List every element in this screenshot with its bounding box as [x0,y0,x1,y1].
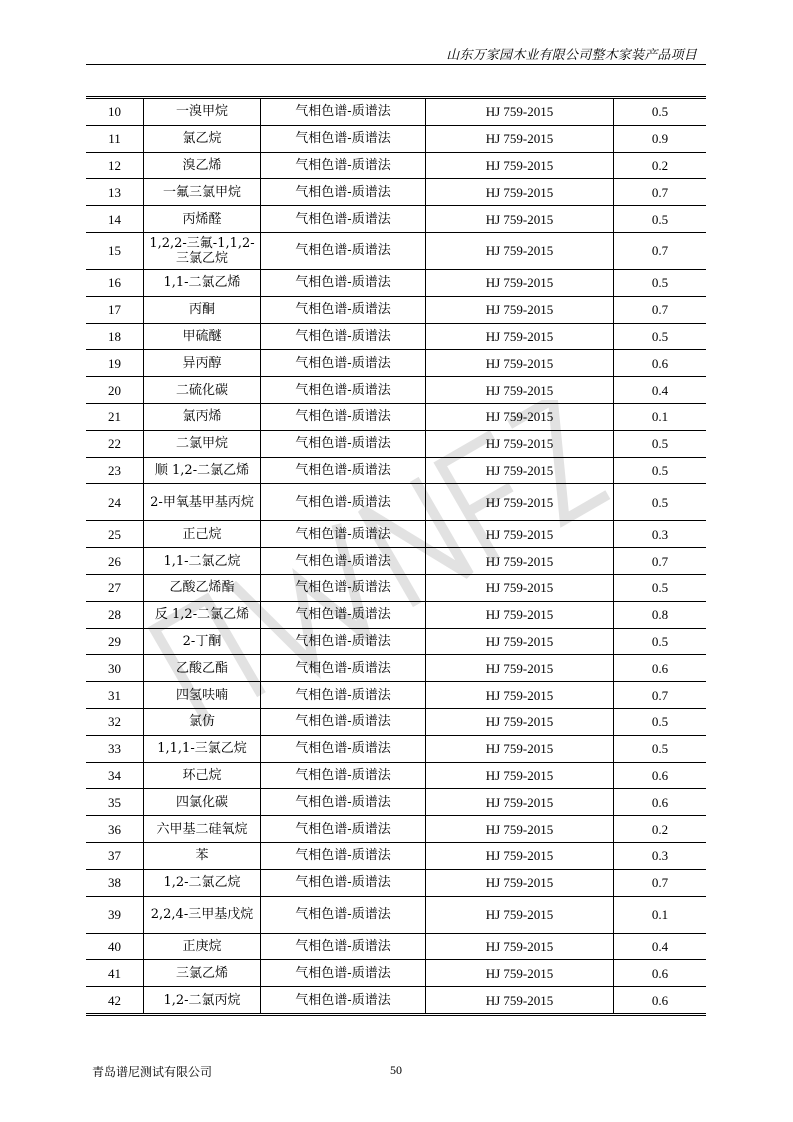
cell-compound-name: 反 1,2-二氯乙烯 [144,601,261,628]
cell-number: 18 [86,323,144,350]
cell-detection-limit: 0.8 [614,601,707,628]
cell-number: 10 [86,99,144,125]
cell-analysis-method: 气相色谱-质谱法 [261,179,426,206]
cell-number: 34 [86,762,144,789]
cell-compound-name: 正庚烷 [144,933,261,960]
cell-number: 19 [86,350,144,377]
cell-analysis-method: 气相色谱-质谱法 [261,655,426,682]
cell-detection-limit: 0.4 [614,933,707,960]
cell-standard: HJ 759-2015 [426,869,614,896]
cell-analysis-method: 气相色谱-质谱法 [261,125,426,152]
table-row [86,269,706,296]
table-row [86,933,706,960]
cell-analysis-method: 气相色谱-质谱法 [261,735,426,762]
table-row [86,377,706,404]
cell-number: 40 [86,933,144,960]
cell-detection-limit: 0.3 [614,842,707,869]
test-method-table [86,96,706,1016]
cell-standard: HJ 759-2015 [426,548,614,575]
cell-detection-limit: 0.5 [614,430,707,457]
cell-number: 16 [86,269,144,296]
table-row [86,323,706,350]
page-number: 50 [390,1063,402,1077]
cell-detection-limit: 0.4 [614,377,707,404]
cell-analysis-method: 气相色谱-质谱法 [261,682,426,709]
table-row [86,206,706,233]
cell-number: 28 [86,601,144,628]
cell-compound-name: 环己烷 [144,762,261,789]
cell-standard: HJ 759-2015 [426,152,614,179]
cell-standard: HJ 759-2015 [426,789,614,816]
cell-compound-name: 苯 [144,842,261,869]
cell-standard: HJ 759-2015 [426,484,614,521]
cell-standard: HJ 759-2015 [426,232,614,269]
cell-standard: HJ 759-2015 [426,430,614,457]
cell-detection-limit: 0.6 [614,960,707,987]
cell-standard: HJ 759-2015 [426,179,614,206]
table-row [86,99,706,125]
cell-number: 14 [86,206,144,233]
cell-compound-name: 1,2-二氯丙烷 [144,987,261,1013]
cell-detection-limit: 0.7 [614,232,707,269]
table-row [86,682,706,709]
cell-detection-limit: 0.1 [614,403,707,430]
cell-number: 33 [86,735,144,762]
cell-detection-limit: 0.5 [614,206,707,233]
cell-compound-name: 丙酮 [144,296,261,323]
cell-compound-name: 一溴甲烷 [144,99,261,125]
cell-number: 23 [86,457,144,484]
table-row [86,762,706,789]
cell-compound-name: 六甲基二硅氧烷 [144,816,261,843]
cell-compound-name: 1,1-二氯乙烯 [144,269,261,296]
cell-compound-name: 甲硫醚 [144,323,261,350]
table-row [86,789,706,816]
cell-detection-limit: 0.5 [614,735,707,762]
cell-standard: HJ 759-2015 [426,323,614,350]
table-row [86,987,706,1013]
cell-detection-limit: 0.5 [614,269,707,296]
table-row [86,628,706,655]
cell-standard: HJ 759-2015 [426,574,614,601]
cell-detection-limit: 0.5 [614,457,707,484]
cell-standard: HJ 759-2015 [426,296,614,323]
cell-detection-limit: 0.2 [614,152,707,179]
cell-standard: HJ 759-2015 [426,896,614,933]
cell-detection-limit: 0.6 [614,762,707,789]
table-row [86,457,706,484]
table-row [86,152,706,179]
cell-compound-name: 氯乙烷 [144,125,261,152]
cell-compound-name: 正己烷 [144,521,261,548]
cell-standard: HJ 759-2015 [426,377,614,404]
cell-detection-limit: 0.5 [614,99,707,125]
cell-compound-name: 异丙醇 [144,350,261,377]
cell-detection-limit: 0.9 [614,125,707,152]
cell-compound-name: 2,2,4-三甲基戊烷 [144,896,261,933]
table-row [86,232,706,269]
cell-standard: HJ 759-2015 [426,960,614,987]
cell-analysis-method: 气相色谱-质谱法 [261,896,426,933]
cell-compound-name: 乙酸乙烯酯 [144,574,261,601]
cell-analysis-method: 气相色谱-质谱法 [261,457,426,484]
cell-number: 15 [86,232,144,269]
cell-number: 38 [86,869,144,896]
cell-number: 26 [86,548,144,575]
cell-detection-limit: 0.1 [614,896,707,933]
cell-standard: HJ 759-2015 [426,987,614,1013]
cell-compound-name: 氯仿 [144,708,261,735]
cell-standard: HJ 759-2015 [426,628,614,655]
cell-analysis-method: 气相色谱-质谱法 [261,960,426,987]
cell-analysis-method: 气相色谱-质谱法 [261,628,426,655]
cell-compound-name: 氯丙烯 [144,403,261,430]
cell-number: 12 [86,152,144,179]
cell-number: 17 [86,296,144,323]
table-body [86,99,706,1013]
cell-standard: HJ 759-2015 [426,99,614,125]
cell-detection-limit: 0.5 [614,628,707,655]
cell-number: 27 [86,574,144,601]
cell-analysis-method: 气相色谱-质谱法 [261,789,426,816]
cell-detection-limit: 0.6 [614,350,707,377]
cell-analysis-method: 气相色谱-质谱法 [261,816,426,843]
table-row [86,350,706,377]
cell-detection-limit: 0.7 [614,179,707,206]
cell-analysis-method: 气相色谱-质谱法 [261,708,426,735]
cell-compound-name: 丙烯醛 [144,206,261,233]
table-row [86,601,706,628]
cell-standard: HJ 759-2015 [426,816,614,843]
cell-compound-name: 四氢呋喃 [144,682,261,709]
cell-standard: HJ 759-2015 [426,350,614,377]
cell-compound-name: 二硫化碳 [144,377,261,404]
cell-analysis-method: 气相色谱-质谱法 [261,521,426,548]
cell-number: 25 [86,521,144,548]
table-row [86,430,706,457]
cell-analysis-method: 气相色谱-质谱法 [261,269,426,296]
table-row [86,296,706,323]
table-row [86,125,706,152]
cell-standard: HJ 759-2015 [426,269,614,296]
cell-detection-limit: 0.5 [614,574,707,601]
cell-detection-limit: 0.5 [614,708,707,735]
cell-compound-name: 顺 1,2-二氯乙烯 [144,457,261,484]
cell-compound-name: 三氯乙烯 [144,960,261,987]
cell-standard: HJ 759-2015 [426,206,614,233]
cell-number: 29 [86,628,144,655]
cell-analysis-method: 气相色谱-质谱法 [261,323,426,350]
table-row [86,403,706,430]
cell-number: 35 [86,789,144,816]
cell-detection-limit: 0.7 [614,296,707,323]
cell-compound-name: 1,2,2-三氟-1,1,2-三氯乙烷 [144,232,261,269]
table-row [86,548,706,575]
header-divider [86,64,706,65]
cell-standard: HJ 759-2015 [426,708,614,735]
cell-number: 36 [86,816,144,843]
cell-standard: HJ 759-2015 [426,682,614,709]
cell-standard: HJ 759-2015 [426,762,614,789]
cell-standard: HJ 759-2015 [426,601,614,628]
cell-standard: HJ 759-2015 [426,655,614,682]
table-row [86,960,706,987]
cell-number: 31 [86,682,144,709]
cell-compound-name: 乙酸乙酯 [144,655,261,682]
cell-analysis-method: 气相色谱-质谱法 [261,484,426,521]
cell-standard: HJ 759-2015 [426,735,614,762]
cell-number: 37 [86,842,144,869]
table-row [86,816,706,843]
cell-analysis-method: 气相色谱-质谱法 [261,601,426,628]
cell-analysis-method: 气相色谱-质谱法 [261,99,426,125]
table-row [86,179,706,206]
cell-standard: HJ 759-2015 [426,521,614,548]
cell-number: 41 [86,960,144,987]
cell-analysis-method: 气相色谱-质谱法 [261,762,426,789]
table-row [86,842,706,869]
cell-analysis-method: 气相色谱-质谱法 [261,403,426,430]
cell-compound-name: 1,1-二氯乙烷 [144,548,261,575]
cell-number: 13 [86,179,144,206]
table-row [86,484,706,521]
cell-analysis-method: 气相色谱-质谱法 [261,232,426,269]
cell-detection-limit: 0.6 [614,655,707,682]
cell-number: 30 [86,655,144,682]
cell-compound-name: 2-丁酮 [144,628,261,655]
cell-analysis-method: 气相色谱-质谱法 [261,206,426,233]
table-row [86,574,706,601]
cell-compound-name: 一氟三氯甲烷 [144,179,261,206]
cell-analysis-method: 气相色谱-质谱法 [261,574,426,601]
cell-analysis-method: 气相色谱-质谱法 [261,987,426,1013]
cell-standard: HJ 759-2015 [426,125,614,152]
cell-analysis-method: 气相色谱-质谱法 [261,842,426,869]
cell-number: 20 [86,377,144,404]
cell-detection-limit: 0.6 [614,789,707,816]
table-row [86,869,706,896]
cell-compound-name: 溴乙烯 [144,152,261,179]
cell-compound-name: 1,2-二氯乙烷 [144,869,261,896]
cell-standard: HJ 759-2015 [426,842,614,869]
cell-detection-limit: 0.7 [614,682,707,709]
cell-standard: HJ 759-2015 [426,933,614,960]
cell-detection-limit: 0.5 [614,323,707,350]
table-row [86,655,706,682]
cell-number: 42 [86,987,144,1013]
cell-analysis-method: 气相色谱-质谱法 [261,548,426,575]
cell-compound-name: 2-甲氧基甲基丙烷 [144,484,261,521]
cell-standard: HJ 759-2015 [426,457,614,484]
cell-analysis-method: 气相色谱-质谱法 [261,430,426,457]
cell-detection-limit: 0.6 [614,987,707,1013]
cell-number: 21 [86,403,144,430]
cell-analysis-method: 气相色谱-质谱法 [261,152,426,179]
cell-number: 11 [86,125,144,152]
cell-analysis-method: 气相色谱-质谱法 [261,377,426,404]
cell-analysis-method: 气相色谱-质谱法 [261,933,426,960]
cell-detection-limit: 0.7 [614,869,707,896]
cell-detection-limit: 0.7 [614,548,707,575]
cell-detection-limit: 0.3 [614,521,707,548]
cell-compound-name: 二氯甲烷 [144,430,261,457]
cell-number: 22 [86,430,144,457]
cell-compound-name: 1,1,1-三氯乙烷 [144,735,261,762]
cell-standard: HJ 759-2015 [426,403,614,430]
table-row [86,521,706,548]
footer-company-name: 青岛谱尼测试有限公司 [92,1065,213,1079]
cell-analysis-method: 气相色谱-质谱法 [261,296,426,323]
cell-detection-limit: 0.2 [614,816,707,843]
table-row [86,708,706,735]
cell-analysis-method: 气相色谱-质谱法 [261,350,426,377]
table-row [86,896,706,933]
cell-compound-name: 四氯化碳 [144,789,261,816]
cell-number: 32 [86,708,144,735]
table-row [86,735,706,762]
cell-number: 24 [86,484,144,521]
document-header-title: 山东万家园木业有限公司整木家装产品项目 [446,48,697,63]
cell-detection-limit: 0.5 [614,484,707,521]
cell-number: 39 [86,896,144,933]
cell-analysis-method: 气相色谱-质谱法 [261,869,426,896]
